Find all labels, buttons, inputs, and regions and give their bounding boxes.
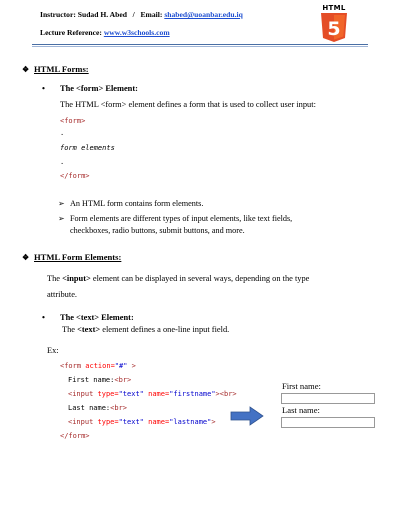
example-label: Ex: (47, 346, 59, 355)
arrow-bullet-icon: ➢ (58, 214, 65, 223)
instructor-label: Instructor: Sudad H. Abed (40, 10, 127, 19)
text-element-description: The <text> element defines a one-line input field. (62, 325, 230, 334)
bullet-dot-icon: • (42, 313, 45, 322)
header-instructor-line (40, 10, 243, 19)
demo-last-name-input[interactable] (281, 417, 375, 428)
code-line: form elements (60, 144, 115, 152)
code-line: <form action="#" > (60, 362, 136, 370)
reference-link[interactable]: www.w3schools.com (103, 28, 170, 37)
page-header (0, 0, 400, 48)
code-line: . (60, 158, 65, 166)
code-line: <form> (60, 117, 86, 125)
header-separator: / (132, 10, 135, 19)
email-link[interactable]: shabed@uoanbar.edu.iq (164, 10, 243, 19)
right-arrow-icon (230, 405, 264, 427)
diamond-bullet-icon: ❖ (22, 253, 30, 262)
html5-logo-text: HTML (322, 4, 346, 12)
header-divider-secondary (32, 46, 368, 47)
demo-first-name-label: First name: (282, 381, 321, 391)
demo-first-name-input[interactable] (281, 393, 375, 404)
text-element-bullet-heading: • The <text> Element: (42, 313, 134, 322)
input-intro-paragraph: The <input> element can be displayed in several ways, depending on the type (47, 274, 310, 283)
html5-logo (318, 4, 350, 44)
code-line: <input type="text" name="firstname"><br> (68, 390, 237, 398)
code-line: First name:<br> (68, 376, 132, 384)
input-intro-paragraph-line2: attribute. (47, 290, 77, 299)
form-element-bullet-heading: • The <form> Element: (42, 84, 138, 93)
form-element-description: The HTML <form> element defines a form that is used to collect user input: (60, 100, 316, 109)
reference-label: Lecture Reference: (40, 28, 102, 37)
section-form-elements-heading: ❖ HTML Form Elements: (22, 252, 122, 262)
email-label: Email: (140, 10, 163, 19)
arrow-bullet-icon: ➢ (58, 199, 65, 208)
section-html-forms-heading: ❖ HTML Forms: (22, 64, 89, 74)
code-line: Last name:<br> (68, 404, 128, 412)
header-divider (32, 44, 368, 45)
code-line: </form> (60, 172, 90, 180)
code-line: . (60, 129, 65, 137)
bullet-dot-icon: • (42, 84, 45, 93)
list-item-continuation: checkboxes, radio buttons, submit buttons, and more. (70, 226, 245, 235)
code-line: <input type="text" name="lastname"> (68, 418, 216, 426)
list-item: ➢ Form elements are different types of input elements, like text fields, (58, 214, 293, 223)
diamond-bullet-icon: ❖ (22, 65, 30, 74)
header-reference-line (40, 28, 170, 37)
html5-shield-icon (318, 4, 350, 44)
demo-last-name-label: Last name: (282, 405, 320, 415)
html5-logo-number: 5 (327, 18, 341, 40)
code-line: </form> (60, 432, 90, 440)
list-item: ➢ An HTML form contains form elements. (58, 199, 204, 208)
